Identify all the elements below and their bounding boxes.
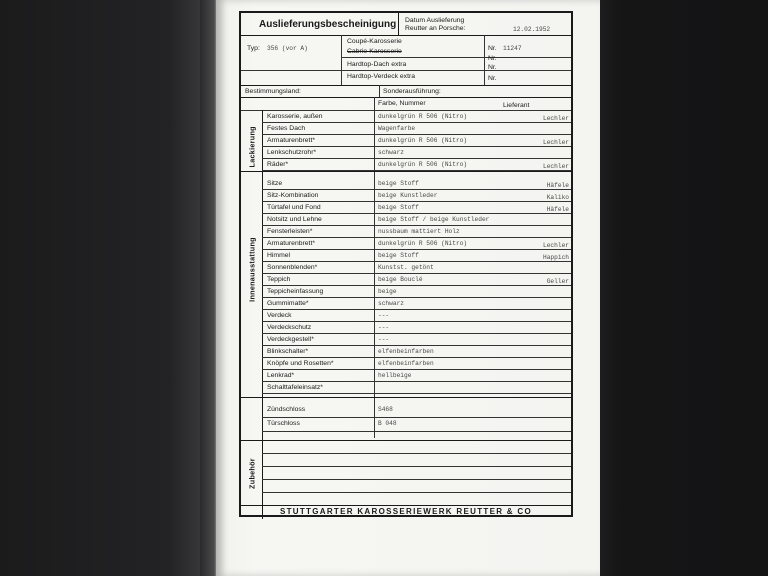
row-line (262, 381, 571, 382)
column-lieferant: Lieferant (503, 102, 530, 109)
row-line (262, 201, 571, 202)
body-type-hardtop-dach: Hardtop-Dach extra (347, 61, 407, 68)
row-item-label: Verdeckschutz (267, 324, 312, 331)
section-zubehoer: Zubehör (247, 458, 257, 489)
row-item-label: Teppich (267, 276, 291, 283)
sonderausfuehrung-label: Sonderausführung: (383, 88, 441, 95)
row-item-label: Teppicheinfassung (267, 288, 324, 295)
row-line (262, 158, 571, 159)
column-farbe: Farbe, Nummer (378, 100, 426, 107)
row-line (262, 146, 571, 147)
row-line (262, 122, 571, 123)
header-line (241, 97, 571, 98)
body-type-cabrio: Cabrio-Karosserie (347, 48, 402, 55)
header-line (241, 35, 571, 36)
row-line (262, 273, 571, 274)
section-innenausstattung: Innenausstattung (247, 237, 257, 302)
row-value: beige (378, 288, 397, 295)
row-line (262, 345, 571, 346)
row-line (262, 134, 571, 135)
row-supplier: Lechler (543, 115, 569, 122)
row-value: schwarz (378, 149, 404, 156)
row-item-label: Knöpfe und Rosetten* (267, 360, 334, 367)
row-item-label: Armaturenbrett* (267, 240, 315, 247)
row-supplier: Häfele (546, 206, 569, 213)
row-item-label: Festes Dach (267, 125, 306, 132)
row-line (262, 225, 571, 226)
row-item-label: Sitze (267, 180, 283, 187)
company-footer: STUTTGARTER KAROSSERIEWERK REUTTER & CO (279, 507, 533, 516)
row-line (262, 285, 571, 286)
row-value: beige Stoff / beige Kunstleder (378, 216, 490, 223)
row-item-label: Sonnenblenden* (267, 264, 318, 271)
row-line (262, 417, 571, 418)
row-value: schwarz (378, 300, 404, 307)
row-value: beige Kunstleder (378, 192, 438, 199)
row-item-label: Blinkschalter* (267, 348, 309, 355)
row-value: --- (378, 324, 390, 331)
typ-label: Typ: (247, 45, 260, 52)
row-line (262, 453, 571, 454)
form-title: Auslieferungsbescheinigung (259, 19, 397, 30)
datum-label-2: Reutter an Porsche: (405, 25, 466, 32)
row-line (262, 249, 571, 250)
body-type-coupe: Coupé-Karosserie (347, 38, 402, 45)
row-line (262, 213, 571, 214)
row-value: hellbeige (378, 372, 412, 379)
row-line (262, 466, 571, 467)
row-line (262, 297, 571, 298)
datum-value: 12.02.1952 (513, 26, 551, 33)
row-item-label: Notsitz und Lehne (267, 216, 322, 223)
section-lackierung: Lackierung (247, 126, 257, 168)
header-line (241, 110, 571, 111)
row-item-label: Armaturenbrett* (267, 137, 315, 144)
row-value: beige Stoff (378, 204, 419, 211)
row-line (262, 369, 571, 370)
row-line (262, 189, 571, 190)
row-item-label: Karosserie, außen (267, 113, 323, 120)
row-item-label: Fensterleisten* (267, 228, 313, 235)
row-line (262, 431, 571, 432)
row-supplier: Lechler (543, 163, 569, 170)
row-value: dunkelgrün R 506 (Nitro) (378, 137, 468, 144)
row-item-label: Zündschloss (267, 406, 306, 413)
row-item-label: Räder* (267, 161, 289, 168)
nr-divider (484, 35, 485, 85)
column-divider (374, 97, 375, 438)
row-supplier: Happich (543, 254, 569, 261)
row-line (262, 309, 571, 310)
row-item-label: Türschloss (267, 420, 300, 427)
row-item-label: Lenkrad* (267, 372, 295, 379)
land-divider (379, 85, 380, 97)
footer-line (241, 505, 571, 506)
row-value: dunkelgrün R 506 (Nitro) (378, 161, 468, 168)
row-value: --- (378, 312, 390, 319)
row-value: S468 (378, 406, 393, 413)
row-line (262, 321, 571, 322)
row-value: beige Stoff (378, 180, 419, 187)
row-value: beige Bouclé (378, 276, 423, 283)
row-item-label: Gummimatte* (267, 300, 309, 307)
row-line (262, 357, 571, 358)
nr-value: 11247 (503, 45, 522, 52)
section-line (241, 171, 571, 172)
row-value: beige Stoff (378, 252, 419, 259)
row-line (341, 57, 571, 58)
header-line (241, 85, 571, 86)
row-supplier: Kaliko (546, 194, 569, 201)
row-line (262, 479, 571, 480)
section-line (241, 397, 571, 398)
row-item-label: Sitz-Kombination (267, 192, 319, 199)
nr-label: Nr. (488, 45, 497, 52)
row-value: elfenbeinfarben (378, 360, 434, 367)
row-item-label: Lenkschutzrohr* (267, 149, 317, 156)
row-value: --- (378, 336, 390, 343)
row-value: dunkelgrün R 506 (Nitro) (378, 240, 468, 247)
row-item-label: Verdeckgestell* (267, 336, 314, 343)
row-value: Wagenfarbe (378, 125, 416, 132)
row-value: elfenbeinfarben (378, 348, 434, 355)
typ-value: 356 (vor A) (267, 45, 308, 52)
row-supplier: Lechler (543, 139, 569, 146)
row-line (262, 261, 571, 262)
row-line (262, 393, 571, 394)
row-supplier: Geller (546, 278, 569, 285)
row-supplier: Lechler (543, 242, 569, 249)
title-divider (398, 13, 399, 35)
row-value: nussbaum mattiert Holz (378, 228, 460, 235)
nr-label: Nr. (488, 55, 497, 62)
bestimmungsland-label: Bestimmungsland: (245, 88, 301, 95)
body-type-hardtop-verdeck: Hardtop-Verdeck extra (347, 73, 416, 80)
section-line (241, 440, 571, 441)
row-line (262, 333, 571, 334)
delivery-certificate-form (239, 11, 573, 517)
row-item-label: Türtafel und Fond (267, 204, 321, 211)
row-line (262, 492, 571, 493)
row-item-label: Verdeck (267, 312, 292, 319)
row-line (262, 237, 571, 238)
row-item-label: Schalttafeleinsatz* (267, 384, 323, 391)
row-item-label: Himmel (267, 252, 291, 259)
document-page (216, 0, 600, 576)
row-value: Kunstst. getönt (378, 264, 434, 271)
nr-label: Nr. (488, 64, 497, 71)
typ-divider (341, 35, 342, 85)
row-value: B 048 (378, 420, 397, 427)
row-line (241, 70, 571, 71)
datum-label-1: Datum Auslieferung (405, 17, 465, 24)
row-supplier: Häfele (546, 182, 569, 189)
nr-label: Nr. (488, 75, 497, 82)
row-value: dunkelgrün R 506 (Nitro) (378, 113, 468, 120)
